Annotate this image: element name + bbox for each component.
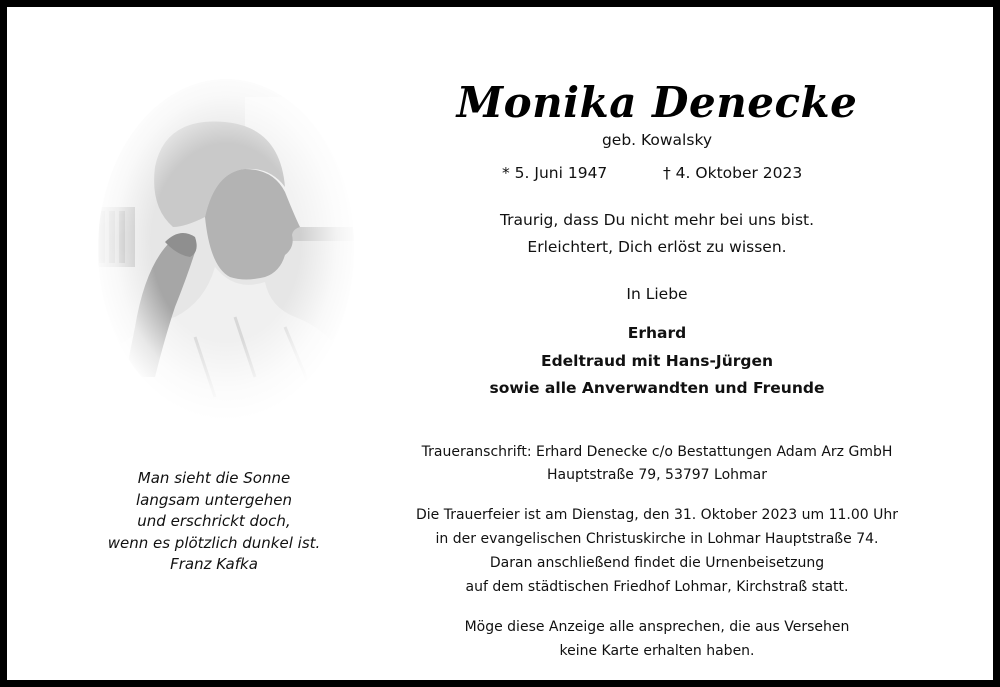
deceased-name: Monika Denecke [456,78,858,127]
ceremony-line: Die Trauerfeier ist am Dienstag, den 31. Oktober 2023 um 11.00 Uhr [415,507,899,523]
quote-line: langsam untergehen [135,490,293,509]
closing-line: keine Karte erhalten haben. [559,643,755,659]
closing-line: Möge diese Anzeige alle ansprechen, die aus Versehen [464,619,850,635]
quote-line: und erschrickt doch, [137,512,291,530]
quote-block [69,468,359,576]
quote-line: wenn es plötzlich dunkel ist. [107,533,321,552]
birth-date: * 5. Juni 1947 [502,164,608,182]
quote-author: Franz Kafka [170,555,258,573]
death-date: † 4. Oktober 2023 [663,164,803,182]
address-line: Hauptstraße 79, 53797 Lohmar [546,467,768,483]
mourner-line: Erhard [627,324,687,342]
maiden-name: geb. Kowalsky [601,131,713,149]
verse-line: Traurig, dass Du nicht mehr bei uns bist. [499,211,815,229]
address-line: Traueranschrift: Erhard Denecke c/o Bestattungen Adam Arz GmbH [421,444,893,460]
ceremony-line: auf dem städtischen Friedhof Lohmar, Kirchstraß statt. [465,579,849,595]
mourner-line: sowie alle Anverwandten und Freunde [489,379,825,397]
quote-line: Man sieht die Sonne [137,469,291,487]
portrait-photo [95,77,357,422]
verse-line: Erleichtert, Dich erlöst zu wissen. [527,238,787,256]
ceremony-line: in der evangelischen Christuskirche in Lohmar Hauptstraße 74. [435,531,879,547]
in-love-text: In Liebe [626,285,688,303]
ceremony-line: Daran anschließend findet die Urnenbeisetzung [489,555,825,571]
mourner-line: Edeltraud mit Hans-Jürgen [540,352,774,370]
